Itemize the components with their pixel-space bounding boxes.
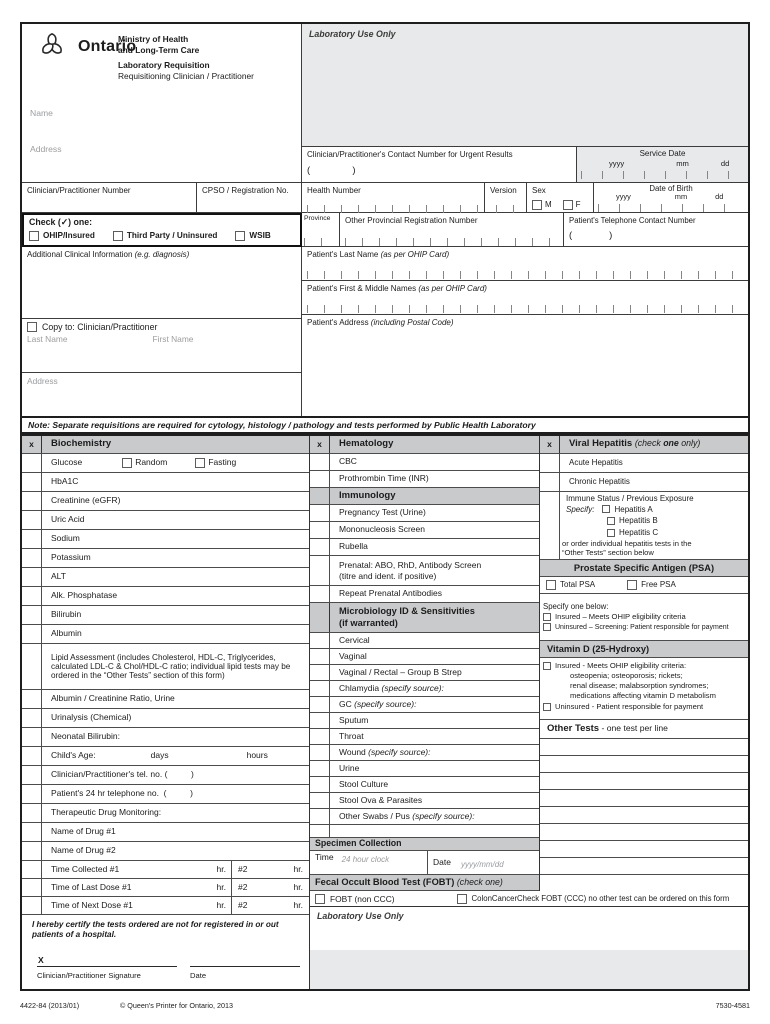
test-row-prenatal: Prenatal: ABO, RhD, Antibody Screen (titre and ident. if positive) (310, 556, 539, 586)
test-row: Rubella (310, 539, 539, 556)
test-row: Neonatal Bilirubin: (22, 728, 309, 747)
requisitioner-panel (22, 24, 302, 183)
province-field[interactable] (304, 238, 337, 246)
copyright: © Queen's Printer for Ontario, 2013 (120, 1001, 233, 1010)
hematology-column (310, 436, 540, 891)
checkbox-cervical[interactable] (310, 633, 330, 648)
hepatitis-note: or order individual hepatitis tests in the “Other Tests” section below (562, 539, 692, 558)
lab-use-only-top (302, 24, 748, 147)
fobt-options-row: FOBT (non CCC) ColonCancerCheck FOBT (CCC) no other test can be ordered on this form (310, 891, 748, 907)
checkbox-third-party[interactable] (113, 231, 123, 241)
form-title-block (118, 60, 254, 81)
patient-last-name-field[interactable] (307, 271, 743, 279)
specimen-date-field[interactable]: Date yyyy/mm/dd (433, 856, 504, 869)
other-tests-line[interactable] (540, 773, 748, 790)
checkbox-vitd-uninsured[interactable] (543, 703, 551, 711)
test-row: Prothrombin Time (INR) (310, 471, 539, 488)
copy-to-row (27, 322, 296, 333)
test-row: Albumin (22, 625, 309, 644)
copy-to-name-field[interactable] (27, 344, 296, 364)
vitamin-d-block: Insured - Meets OHIP eligibility criteria: osteopenia; osteoporosis; rickets; renal disease; malabsorption syndromes; medications affecting vitamin D metabolism Uninsured - Patient responsible for payment (540, 658, 748, 720)
checkbox-cbc[interactable] (310, 454, 330, 470)
ministry-name: Ministry of Health and Long-Term Care (118, 34, 200, 55)
lab-use-only-bottom-label: Laboratory Use Only (317, 911, 404, 921)
form-title: Laboratory Requisition (118, 60, 210, 70)
patient-address-label: Patient's Address (307, 318, 371, 327)
stock-number: 7530-4581 (715, 1001, 750, 1010)
health-number-box (302, 183, 485, 213)
test-row-lipid: Lipid Assessment (includes Cholesterol, HDL-C, Triglycerides, calculated LDL-C & Chol/HDL-C ratio; individual lipid tests may be ordered in the “Other Tests” section of this form) (22, 644, 309, 690)
cpso-box (197, 183, 302, 213)
test-row: Acute Hepatitis (540, 454, 748, 473)
patient-phone-label: Patient's Telephone Contact Number (569, 216, 696, 225)
checkbox-potassium[interactable] (22, 549, 42, 567)
checkbox-psa-insured[interactable] (543, 613, 551, 621)
other-tests-header: Other Tests - one test per line (540, 720, 748, 739)
immune-status-block: Immune Status / Previous Exposure Specify: Hepatitis A Hepatitis B Hepatitis C or order individual hepatitis tests in the “Other Tests” section below (540, 492, 748, 560)
test-row: CBC (310, 454, 539, 471)
patient-last-name-box: Patient's Last Name (as per OHIP Card) (302, 247, 748, 281)
test-row (22, 842, 309, 861)
check-one-box (22, 213, 302, 247)
ontario-wordmark: Ontario (78, 38, 137, 56)
clinician-number-field[interactable] (27, 196, 191, 208)
test-row: Sodium (22, 530, 309, 549)
copy-to-address-label: Address (27, 376, 58, 386)
checkbox-glucose[interactable] (22, 454, 42, 472)
checkbox-sputum[interactable] (310, 713, 330, 728)
test-row: HbA1C (22, 473, 309, 492)
test-row: Alk. Phosphatase (22, 587, 309, 606)
checkbox-bilirubin[interactable] (22, 606, 42, 624)
checkbox-throat[interactable] (310, 729, 330, 744)
other-tests-line[interactable] (540, 807, 748, 824)
sex-options: M F (532, 200, 588, 210)
test-row-childs-age: Child's Age: days hours (22, 747, 309, 766)
time-last-dose-2-field[interactable]: #2 hr. (238, 881, 303, 892)
clinician-name-label: Name (30, 108, 53, 118)
service-date-label: Service Date (639, 149, 686, 158)
test-row: Other Swabs / Pus (specify source): (310, 809, 539, 825)
checkbox-fobt-non-ccc[interactable] (315, 894, 325, 904)
checkbox-prenatal[interactable] (310, 556, 330, 585)
checkbox-mono[interactable] (310, 522, 330, 538)
checkbox-prothrombin[interactable] (310, 471, 330, 487)
signature-date-line[interactable] (190, 966, 300, 967)
clinical-info-label: Additional Clinical Information (27, 250, 135, 259)
checkbox-sodium[interactable] (22, 530, 42, 548)
signature-label: Clinician/Practitioner Signature (37, 971, 141, 980)
checkbox-lipid[interactable] (22, 644, 42, 689)
checkbox-fobt-ccc[interactable] (457, 894, 467, 904)
other-tests-line[interactable] (540, 790, 748, 807)
test-row: ALT (22, 568, 309, 587)
cpso-label: CPSO / Registration No. (202, 186, 289, 195)
checkbox-immune-status[interactable] (540, 492, 560, 559)
version-label: Version (490, 186, 517, 195)
test-row: Mononucleosis Screen (310, 522, 539, 539)
other-tests-line[interactable] (540, 824, 748, 841)
time-last-dose-1-field[interactable]: Time of Last Dose #1 hr. (42, 879, 232, 896)
hematology-header: x Hematology (310, 436, 539, 454)
sex-box (527, 183, 594, 213)
psa-options-row: Total PSA Free PSA (540, 577, 748, 594)
biochemistry-header: x Biochemistry (22, 436, 309, 454)
checkbox-copy-to[interactable] (27, 322, 37, 332)
test-row: Stool Culture (310, 777, 539, 793)
test-row: Pregnancy Test (Urine) (310, 505, 539, 522)
test-row-time (22, 897, 309, 915)
province-label: Province (304, 215, 331, 222)
trillium-icon (30, 32, 74, 62)
drug1-field[interactable]: Name of Drug #1 (51, 826, 116, 837)
test-row: Throat (310, 729, 539, 745)
form-number: 4422-84 (2013/01) (20, 1001, 80, 1010)
dob-units: yyyy mm dd (616, 192, 724, 202)
specimen-time-row (310, 851, 539, 875)
service-date-units: yyyy mm dd (609, 158, 730, 168)
checkbox-psa-uninsured[interactable] (543, 623, 551, 631)
specimen-collection-header: Specimen Collection (310, 838, 539, 851)
form-subtitle: Requisitioning Clinician / Practitioner (118, 70, 254, 81)
test-row: Vaginal (310, 649, 539, 665)
checkbox-chlamydia[interactable] (310, 681, 330, 696)
test-row: GC (specify source): (310, 697, 539, 713)
lab-use-only-bottom-shade (310, 950, 748, 989)
certify-box (22, 915, 309, 989)
checkbox-chronic-hepatitis[interactable] (540, 473, 560, 491)
health-number-field[interactable] (307, 205, 479, 213)
patient-first-name-label: Patient's First & Middle Names (307, 284, 419, 293)
time-next-dose-2-field[interactable]: #2 hr. (238, 899, 303, 910)
patient-first-name-field[interactable] (307, 305, 743, 313)
signature-date-label: Date (190, 971, 207, 980)
checkbox-creatinine[interactable] (22, 492, 42, 510)
checkbox-sex-m[interactable] (532, 200, 542, 210)
test-row: Creatinine (eGFR) (22, 492, 309, 511)
test-row (22, 766, 309, 785)
checkbox-urinalysis[interactable] (22, 709, 42, 727)
service-date-box (577, 147, 748, 183)
checkbox-hba1c[interactable] (22, 473, 42, 491)
test-row: Wound (specify source): (310, 745, 539, 761)
signature-x: X (38, 955, 44, 965)
dob-field[interactable] (598, 204, 744, 212)
test-row-time (22, 879, 309, 897)
cpso-field[interactable] (202, 196, 296, 208)
clinician-name-field[interactable] (30, 120, 290, 142)
dob-label: Date of Birth (649, 184, 693, 193)
patient-last-name-label: Patient's Last Name (307, 250, 381, 259)
checkbox-stool-culture[interactable] (310, 777, 330, 792)
test-row-tdm: Therapeutic Drug Monitoring: (22, 804, 309, 823)
checkbox-albumin[interactable] (22, 625, 42, 643)
checkbox-hepatitis-c[interactable] (607, 529, 615, 537)
checkbox-stool-ova[interactable] (310, 793, 330, 808)
service-date-field[interactable] (581, 171, 744, 179)
checkbox-glucose-random[interactable] (122, 458, 132, 468)
test-row: Uric Acid (22, 511, 309, 530)
checkbox-vitd-insured[interactable] (543, 662, 551, 670)
checkbox-gc[interactable] (310, 697, 330, 712)
test-row: Chlamydia (specify source): (310, 681, 539, 697)
checkbox-hepatitis-a[interactable] (602, 505, 610, 513)
checkbox-albumin-creatinine[interactable] (22, 690, 42, 708)
checkbox-urine[interactable] (310, 761, 330, 776)
test-row-time (22, 861, 309, 879)
urgent-contact-label: Clinician/Practitioner's Contact Number for Urgent Results (307, 150, 513, 159)
drug2-field[interactable]: Name of Drug #2 (51, 845, 116, 856)
clinician-tel-field[interactable]: Clinician/Practitioner's tel. no. ( ) (51, 769, 194, 780)
test-row: Potassium (22, 549, 309, 568)
checkbox-acute-hepatitis[interactable] (540, 454, 560, 472)
specimen-time-field[interactable]: Time 24 hour clock (310, 851, 428, 874)
urgent-phone-field[interactable]: ( ) (307, 164, 356, 176)
clinician-address-label: Address (30, 144, 62, 154)
province-box (302, 213, 340, 247)
vitamin-d-header: Vitamin D (25-Hydroxy) (540, 641, 748, 658)
patient-address-box[interactable]: Patient's Address (including Postal Code) (307, 318, 454, 327)
checkbox-repeat-prenatal[interactable] (310, 586, 330, 602)
checkbox-neonatal-bilirubin[interactable] (22, 728, 42, 746)
checkbox-free-psa[interactable] (627, 580, 637, 590)
clinician-number-label: Clinician/Practitioner Number (27, 186, 131, 195)
copy-to-box (22, 319, 302, 373)
lab-use-only-bottom (310, 907, 748, 989)
checkbox-tdm[interactable] (22, 804, 42, 822)
sex-label: Sex (532, 186, 546, 195)
test-row-glucose: Glucose Random Fasting (22, 454, 309, 473)
test-row: Chronic Hepatitis (540, 473, 748, 492)
test-row: Albumin / Creatinine Ratio, Urine (22, 690, 309, 709)
checkbox-alk-phosphatase[interactable] (22, 587, 42, 605)
other-provincial-reg-field[interactable] (345, 238, 558, 246)
checkbox-glucose-fasting[interactable] (195, 458, 205, 468)
other-tests-line[interactable] (540, 858, 748, 875)
fobt-header: Fecal Occult Blood Test (FOBT) (check one) (310, 875, 539, 891)
test-row: Repeat Prenatal Antibodies (310, 586, 539, 603)
vitd-criteria: osteopenia; osteoporosis; rickets; renal disease; malabsorption syndromes; medications affecting vitamin D metabolism (570, 671, 716, 701)
checkbox-sex-f[interactable] (563, 200, 573, 210)
other-provincial-reg-label: Other Provincial Registration Number (345, 216, 478, 225)
checkbox-ohip-insured[interactable] (29, 231, 39, 241)
test-row: Urine (310, 761, 539, 777)
test-row (22, 823, 309, 842)
checkbox-other-swabs[interactable] (310, 809, 330, 824)
immunology-header: Immunology (310, 488, 539, 505)
clinical-info-box[interactable]: Additional Clinical Information (e.g. diagnosis) (22, 247, 302, 319)
note-band: Note: Separate requisitions are required for cytology, histology / pathology and tests performed by Public Health Laboratory (20, 416, 750, 434)
patient-phone-box (564, 213, 748, 247)
other-provincial-reg-box (340, 213, 564, 247)
checkbox-uric-acid[interactable] (22, 511, 42, 529)
certify-text: I hereby certify the tests ordered are not for registered in or out patients of a hospital. (32, 920, 281, 940)
clinician-address-field[interactable] (30, 156, 290, 180)
test-row: Stool Ova & Parasites (310, 793, 539, 809)
checkbox-wound[interactable] (310, 745, 330, 760)
patient-24hr-tel-field[interactable]: Patient's 24 hr telephone no. ( ) (51, 788, 193, 799)
version-field[interactable] (496, 205, 516, 213)
psa-specify-block: Specify one below: Insured – Meets OHIP eligibility criteria Uninsured – Screening: Patient responsible for payment (540, 594, 748, 641)
checkbox-rubella[interactable] (310, 539, 330, 555)
patient-first-name-box: Patient's First & Middle Names (as per OHIP Card) (302, 281, 748, 315)
patient-phone-field[interactable]: ( ) (569, 230, 613, 242)
test-table (20, 434, 750, 991)
other-tests-line[interactable] (540, 739, 748, 756)
test-row: Vaginal / Rectal – Group B Strep (310, 665, 539, 681)
empty-row[interactable] (310, 825, 539, 838)
test-row: Urinalysis (Chemical) (22, 709, 309, 728)
other-tests-line[interactable] (540, 841, 748, 858)
form-header-grid (20, 22, 750, 418)
test-row: Sputum (310, 713, 539, 729)
check-one-options: OHIP/Insured Third Party / Uninsured WSIB (29, 231, 295, 241)
viral-hepatitis-column (540, 436, 748, 891)
time-collected-2-field[interactable]: #2 hr. (238, 863, 303, 874)
test-row: Bilirubin (22, 606, 309, 625)
checkbox-wsib[interactable] (235, 231, 245, 241)
lab-use-only-label: Laboratory Use Only (309, 29, 396, 39)
health-number-label: Health Number (307, 186, 361, 195)
dob-box (594, 183, 748, 213)
time-collected-1-field[interactable]: Time Collected #1 hr. (42, 861, 232, 878)
copy-to-address-box[interactable] (22, 373, 302, 416)
clinician-number-box (22, 183, 197, 213)
other-tests-line[interactable] (540, 875, 748, 891)
signature-line[interactable] (37, 966, 177, 967)
test-row (22, 785, 309, 804)
urgent-contact-box (302, 147, 577, 183)
other-tests-line[interactable] (540, 756, 748, 773)
viral-hepatitis-header: x Viral Hepatitis (check one only) (540, 436, 748, 454)
checkbox-hepatitis-b[interactable] (607, 517, 615, 525)
version-box (485, 183, 527, 213)
biochemistry-column (22, 436, 310, 989)
checkbox-pregnancy[interactable] (310, 505, 330, 521)
checkbox-vaginal[interactable] (310, 649, 330, 664)
checkbox-total-psa[interactable] (546, 580, 556, 590)
psa-header: Prostate Specific Antigen (PSA) (540, 560, 748, 577)
test-row: Cervical (310, 633, 539, 649)
checkbox-alt[interactable] (22, 568, 42, 586)
check-one-label: Check (✓) one: (29, 217, 93, 227)
microbiology-header: Microbiology ID & Sensitivities (if warranted) (310, 603, 539, 633)
copy-to-name-labels: Last Name First Name (27, 333, 194, 344)
checkbox-group-b-strep[interactable] (310, 665, 330, 680)
time-next-dose-1-field[interactable]: Time of Next Dose #1 hr. (42, 897, 232, 914)
copy-to-label: Copy to: Clinician/Practitioner (42, 322, 158, 332)
